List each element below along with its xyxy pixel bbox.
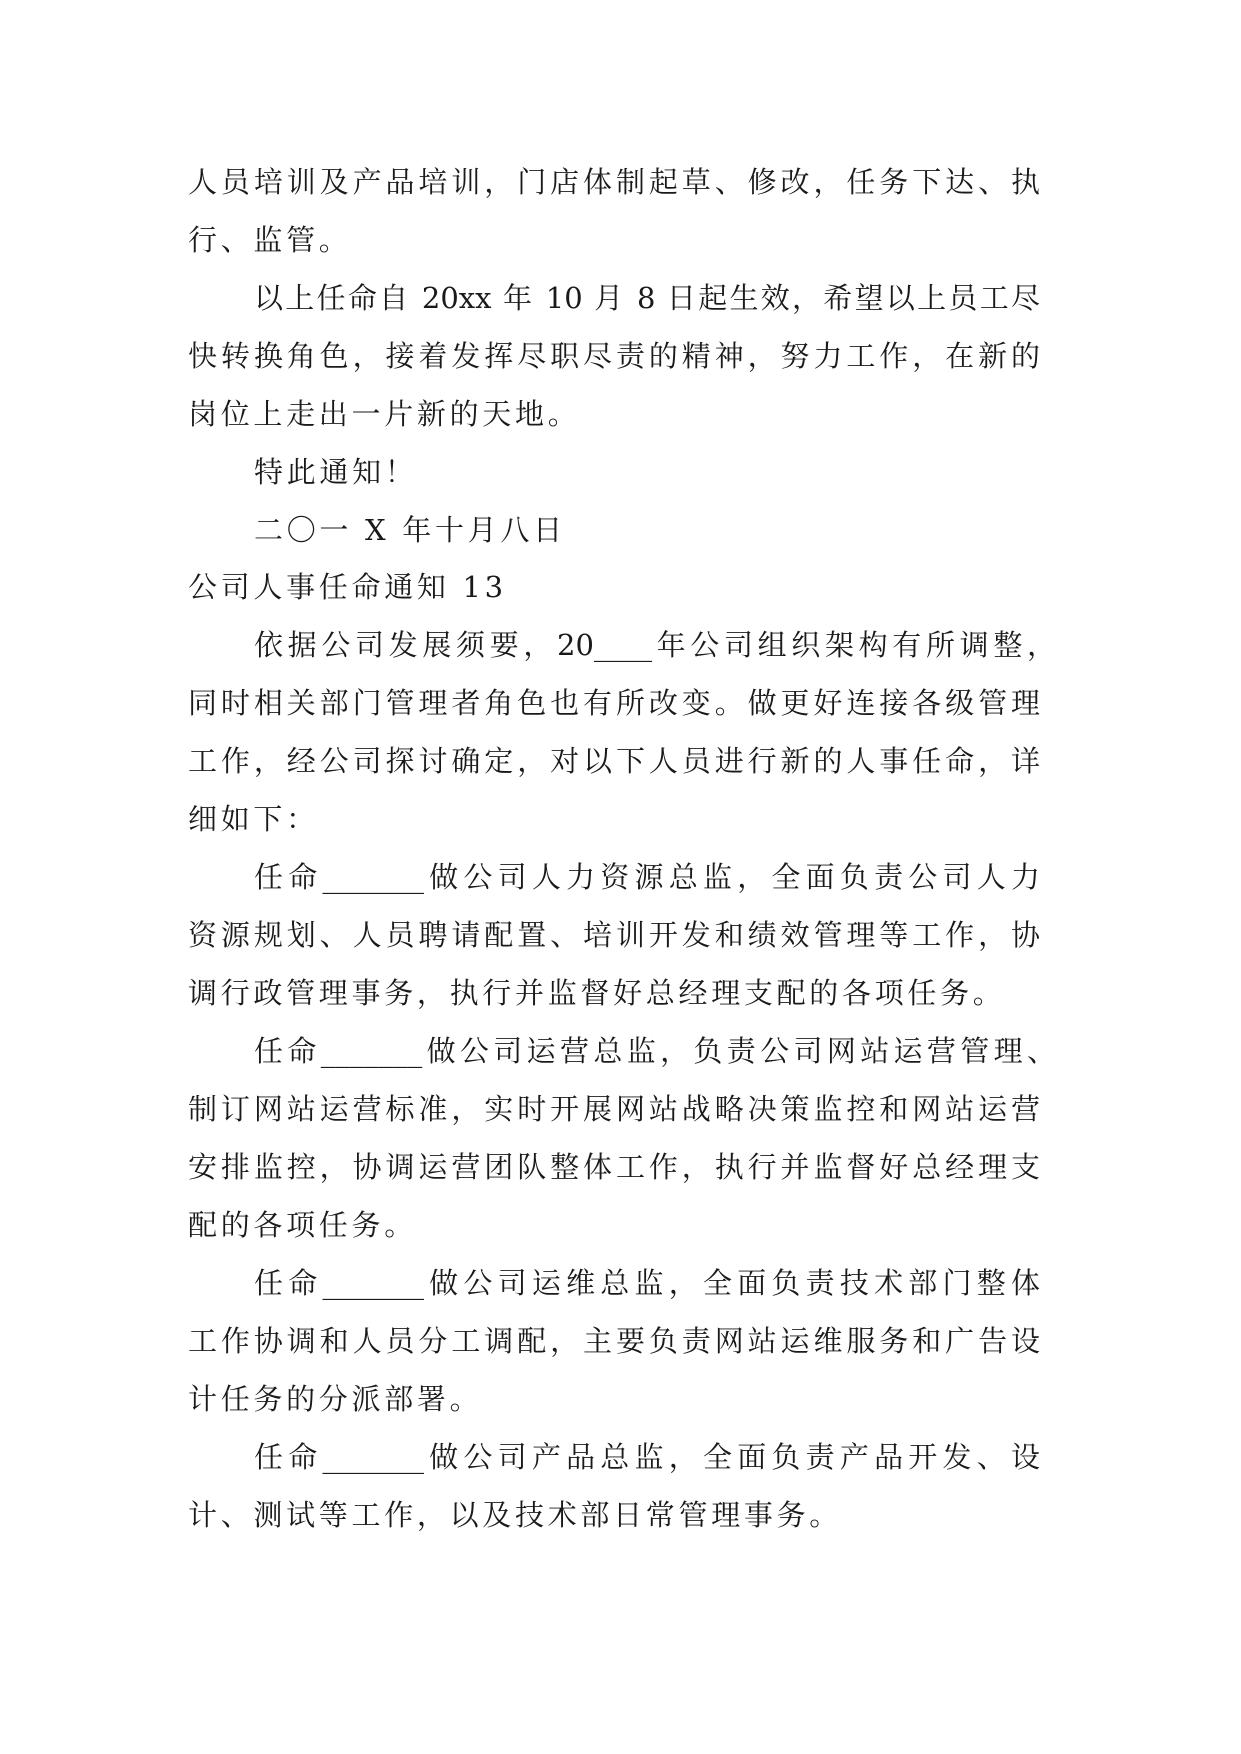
paragraph-line: 计、测试等工作，以及技术部日常管理事务。 xyxy=(188,1498,843,1532)
paragraph-line: 调行政管理事务，执行并监督好总经理支配的各项任务。 xyxy=(188,976,1006,1010)
paragraph-line: 资源规划、人员聘请配置、培训开发和绩效管理等工作，协 xyxy=(188,918,1040,952)
appointment-line: 任命_______做公司产品总监，全面负责产品开发、设 xyxy=(254,1440,1040,1474)
paragraph-line: 安排监控，协调运营团队整体工作，执行并监督好总经理支 xyxy=(188,1150,1040,1184)
section-title: 公司人事任命通知 13 xyxy=(188,570,507,604)
appointment-line: 任命_______做公司运营总监，负责公司网站运营管理、 xyxy=(254,1034,1056,1068)
notice-closing: 特此通知！ xyxy=(254,455,418,489)
paragraph-line: 工作协调和人员分工调配，主要负责网站运维服务和广告设 xyxy=(188,1324,1040,1358)
paragraph-line: 计任务的分派部署。 xyxy=(188,1382,483,1416)
paragraph-line: 细如下： xyxy=(188,802,319,836)
paragraph-line: 行、监管。 xyxy=(188,223,352,257)
paragraph-line: 配的各项任务。 xyxy=(188,1208,417,1242)
paragraph-line: 快转换角色，接着发挥尽职尽责的精神，努力工作，在新的 xyxy=(188,339,1040,373)
paragraph-line: 人员培训及产品培训，门店体制起草、修改，任务下达、执 xyxy=(188,165,1040,199)
appointment-line: 任命_______做公司运维总监，全面负责技术部门整体 xyxy=(254,1266,1040,1300)
paragraph-line: 工作，经公司探讨确定，对以下人员进行新的人事任命，详 xyxy=(188,744,1040,778)
paragraph-line: 制订网站运营标准，实时开展网站战略决策监控和网站运营 xyxy=(188,1092,1040,1126)
paragraph-line: 以上任命自 20xx 年 10 月 8 日起生效，希望以上员工尽 xyxy=(254,281,1040,315)
paragraph-line: 岗位上走出一片新的天地。 xyxy=(188,397,581,431)
appointment-line: 任命_______做公司人力资源总监，全面负责公司人力 xyxy=(254,860,1040,894)
notice-date: 二〇一 X 年十月八日 xyxy=(254,513,566,547)
paragraph-line: 同时相关部门管理者角色也有所改变。做更好连接各级管理 xyxy=(188,686,1040,720)
paragraph-line: 依据公司发展须要，20____年公司组织架构有所调整， xyxy=(254,628,1056,662)
